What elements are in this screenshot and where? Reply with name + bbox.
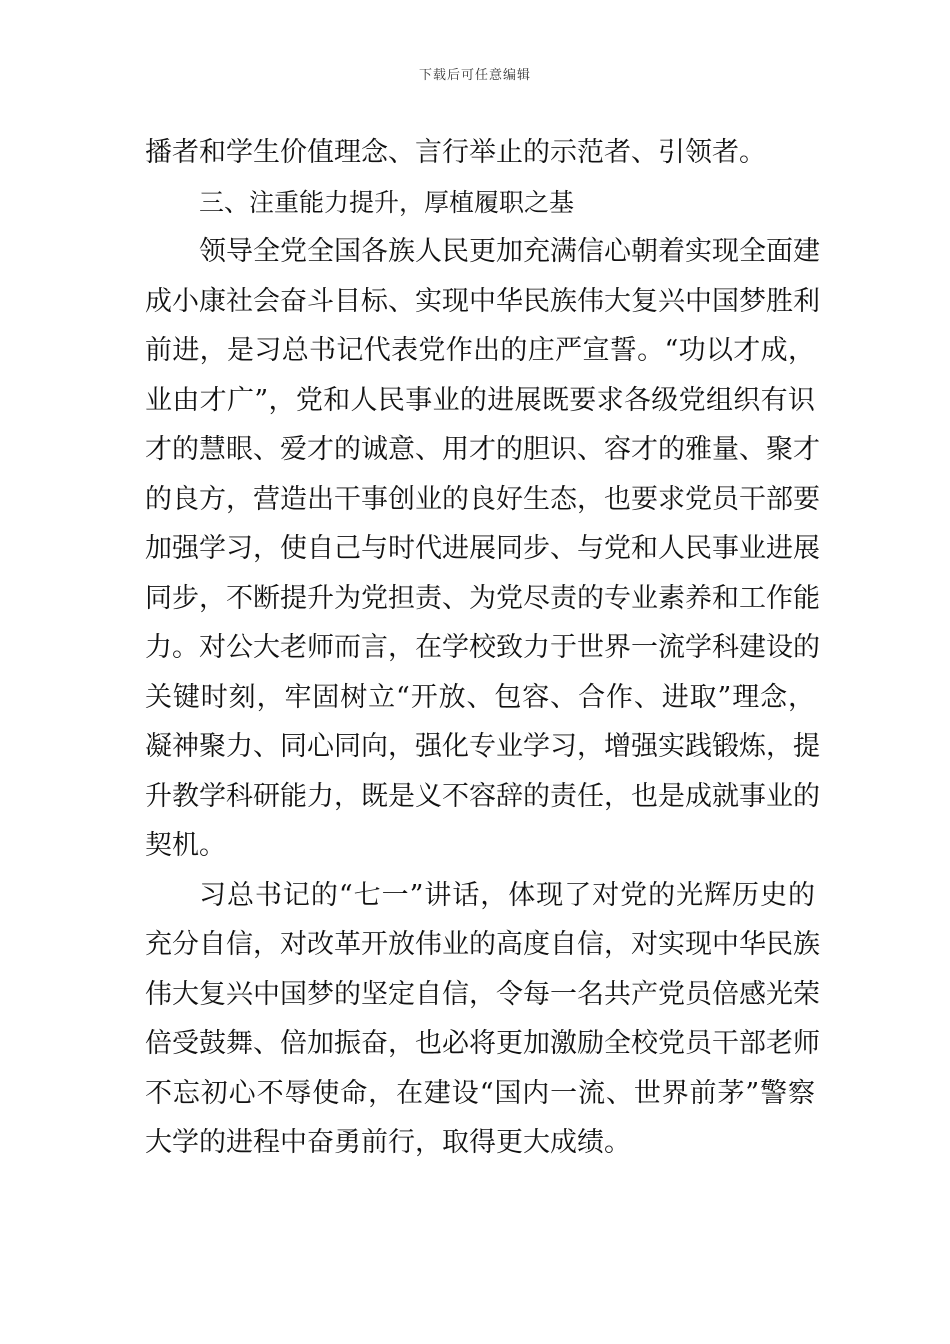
text-line: 凝神聚力、同心同向，强化专业学习，增强实践锻炼，提 xyxy=(145,731,820,762)
text-line: 充分自信，对改革开放伟业的高度自信，对实现中华民族 xyxy=(145,929,820,960)
text-line: 播者和学生价值理念、言行举止的示范者、引领者。 xyxy=(145,137,766,168)
text-line: 大学的进程中奋勇前行，取得更大成绩。 xyxy=(145,1127,631,1158)
text-line: 倍受鼓舞、倍加振奋，也必将更加激励全校党员干部老师 xyxy=(145,1028,820,1059)
section-heading: 三、注重能力提升，厚植履职之基 xyxy=(199,187,575,217)
text-line: 契机。 xyxy=(145,830,226,861)
text-line: 加强学习，使自己与时代进展同步、与党和人民事业进展 xyxy=(145,533,820,564)
text-line: 关键时刻，牢固树立“开放、包容、合作、进取”理念， xyxy=(145,681,815,713)
text-line: 的良方，营造出干事创业的良好生态，也要求党员干部要 xyxy=(145,483,820,515)
text-line: 前进，是习总书记代表党作出的庄严宣誓。“功以才成， xyxy=(145,335,815,366)
header-note: 下载后可任意编辑 xyxy=(418,68,531,83)
text-line: 同步，不断提升为党担责、为党尽责的专业素养和工作能 xyxy=(145,582,820,614)
text-line: 升教学科研能力，既是义不容辞的责任，也是成就事业的 xyxy=(145,780,820,812)
text-line: 力。对公大老师而言，在学校致力于世界一流学科建设的 xyxy=(145,632,820,663)
text-line: 领导全党全国各族人民更加充满信心朝着实现全面建 xyxy=(199,236,820,267)
text-line: 才的慧眼、爱才的诚意、用才的胆识、容才的雅量、聚才 xyxy=(145,434,820,465)
text-line: 不忘初心不辱使命，在建设“国内一流、世界前茅”警察 xyxy=(145,1077,815,1109)
text-line: 业由才广”，党和人民事业的进展既要求各级党组织有识 xyxy=(145,384,815,416)
text-line: 成小康社会奋斗目标、实现中华民族伟大复兴中国梦胜利 xyxy=(145,285,820,317)
text-line: 伟大复兴中国梦的坚定自信，令每一名共产党员倍感光荣 xyxy=(145,978,820,1010)
document-body xyxy=(145,128,820,1168)
text-line: 习总书记的“七一”讲话，体现了对党的光辉历史的 xyxy=(199,879,815,911)
